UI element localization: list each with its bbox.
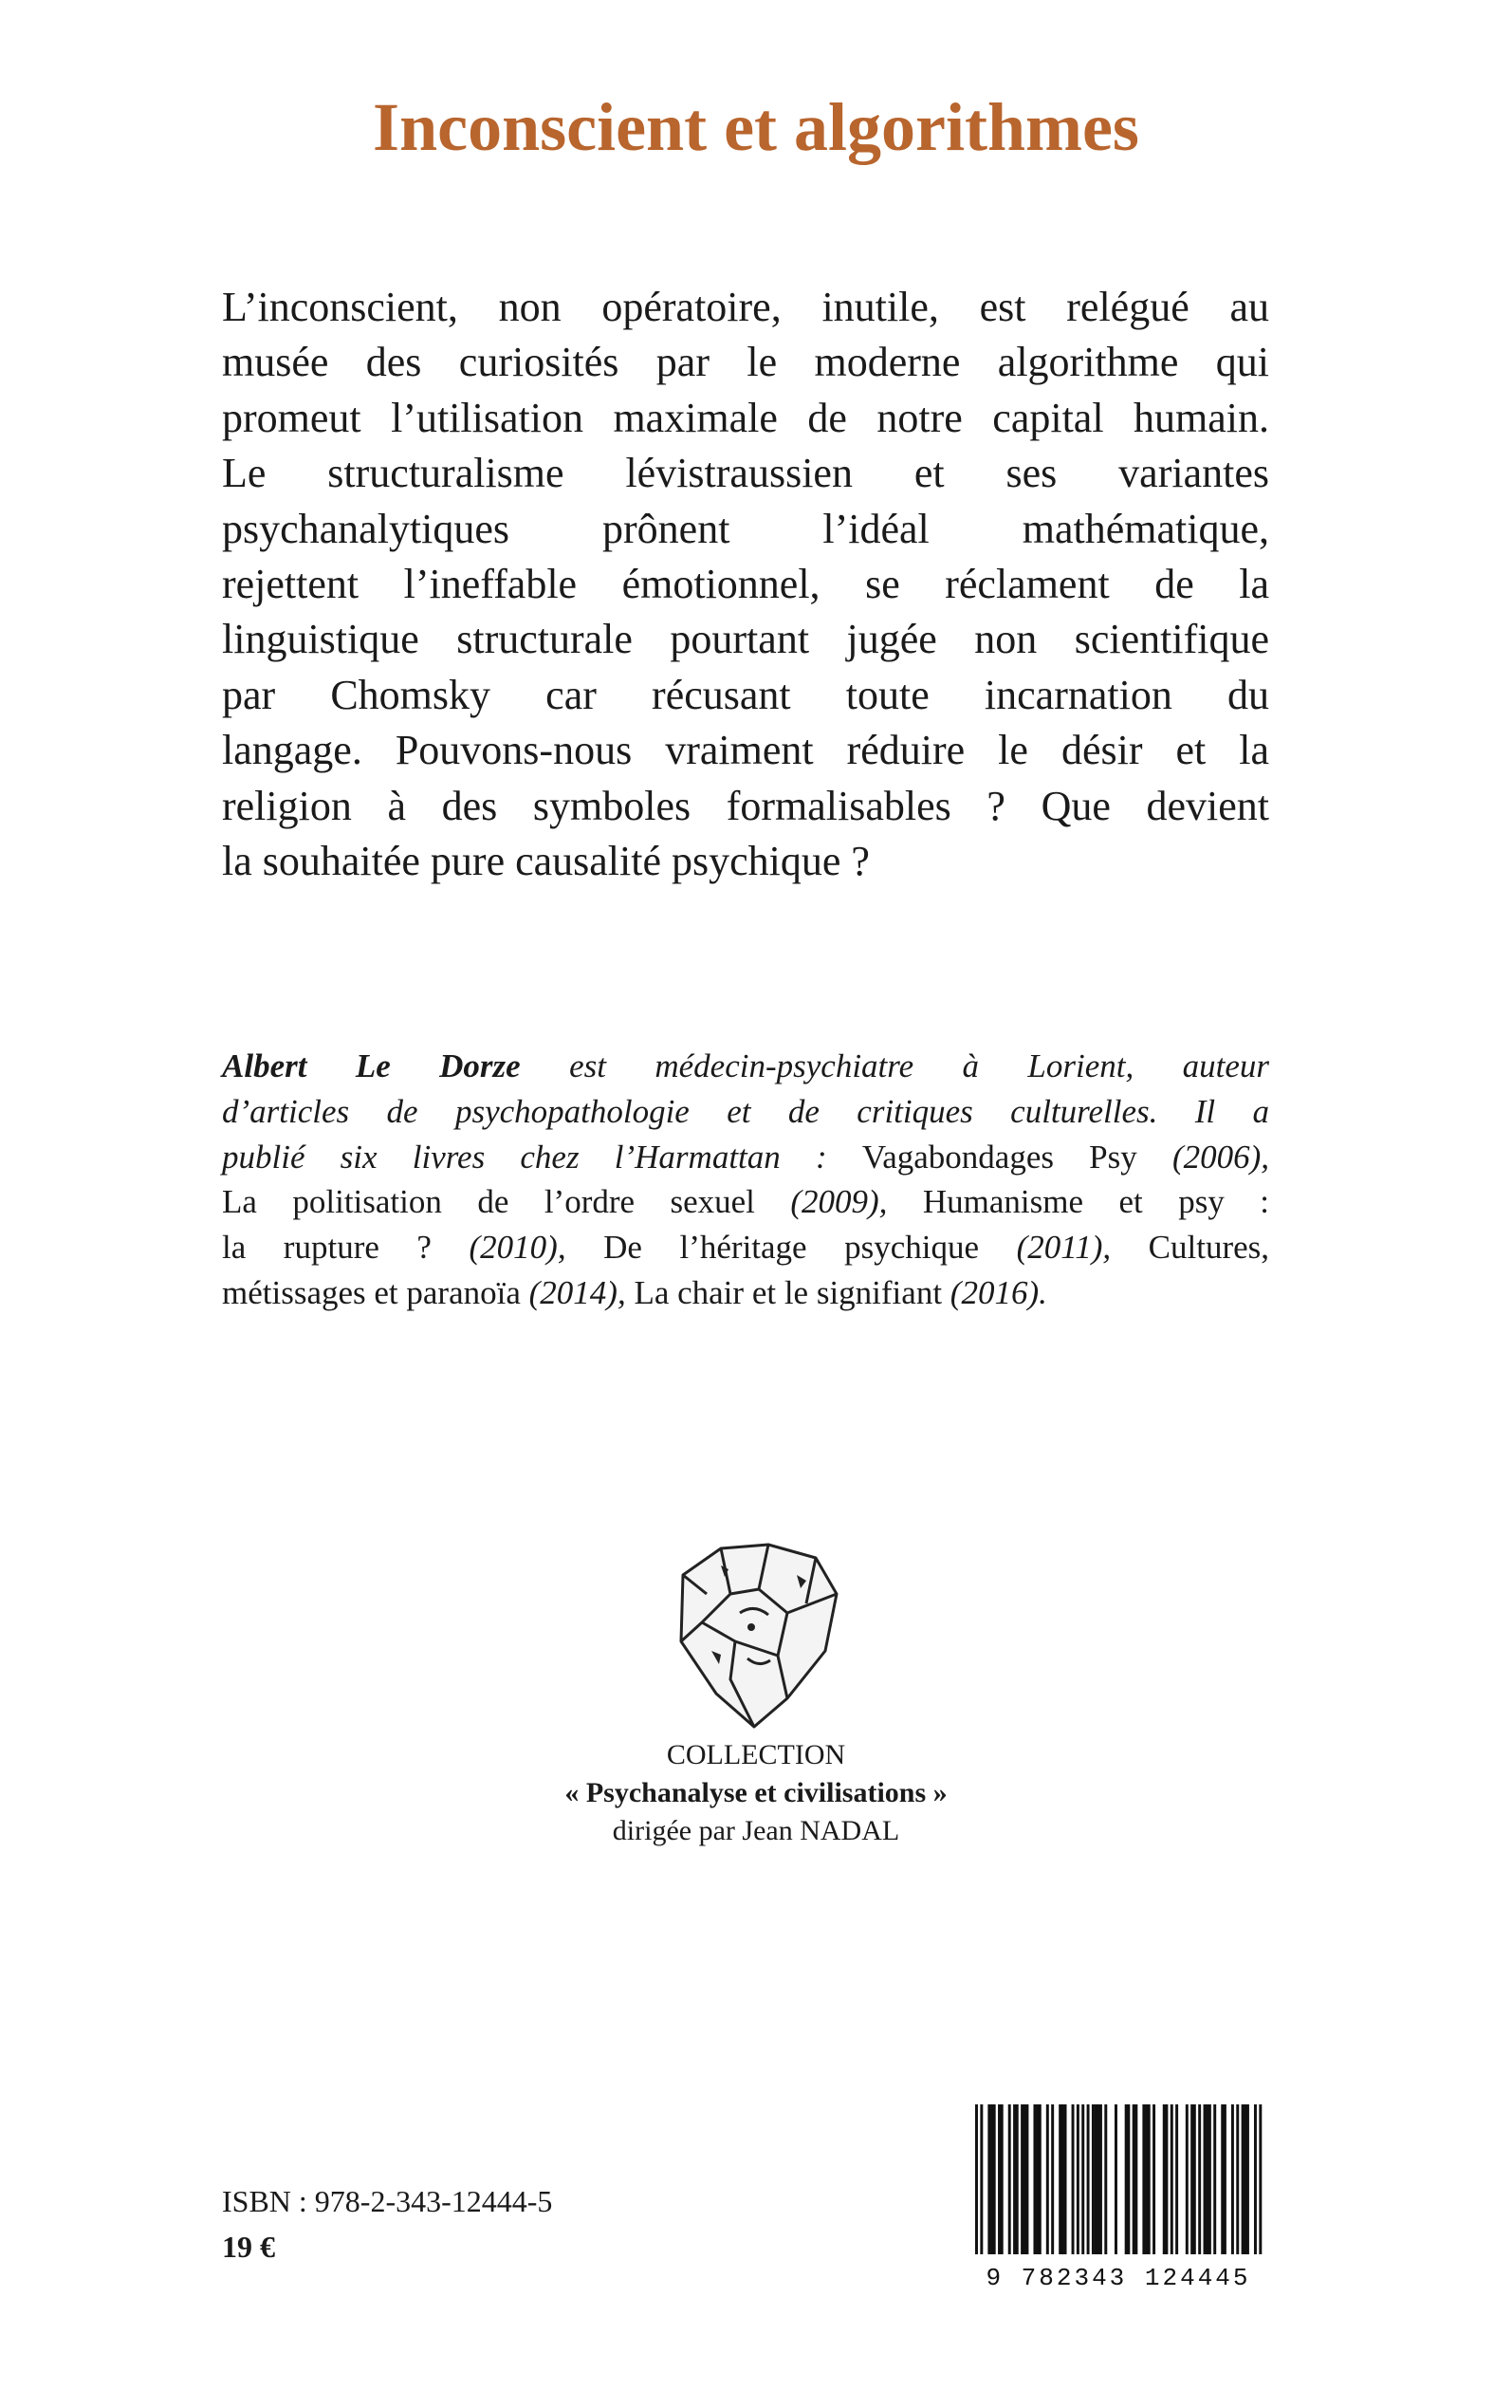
barcode-bar <box>1092 2104 1095 2254</box>
book-title-ref: La politisation de l’ordre sexuel <box>222 1183 755 1221</box>
author-name: Albert Le Dorze <box>222 1047 521 1084</box>
barcode-bar <box>1165 2104 1168 2254</box>
barcode-bar <box>1033 2104 1036 2254</box>
blurb-line: la souhaitée pure causalité psychique ? <box>222 838 870 885</box>
barcode-bar <box>1186 2104 1189 2254</box>
barcode-bar <box>1064 2104 1067 2254</box>
barcode-bar <box>1099 2104 1102 2254</box>
barcode-bar <box>1231 2104 1234 2254</box>
barcode-bar <box>1046 2104 1049 2254</box>
barcode-bar <box>1051 2104 1054 2254</box>
blurb-line: musée des curiosités par le moderne algorithme qui <box>222 339 1269 386</box>
back-cover-blurb <box>222 280 1269 889</box>
book-year: (2011), <box>979 1229 1112 1267</box>
barcode-bar <box>1236 2104 1239 2254</box>
barcode-bar <box>1036 2104 1039 2254</box>
bio-line <box>222 1270 1269 1316</box>
bio-line <box>222 1179 1269 1225</box>
barcode-bar <box>1021 2104 1023 2254</box>
barcode-bar <box>998 2104 1001 2254</box>
book-title-ref: Humanisme et psy : <box>887 1183 1269 1221</box>
barcode-bar <box>1001 2104 1004 2254</box>
barcode-bar <box>975 2104 978 2254</box>
book-year: (2009), <box>754 1183 888 1221</box>
barcode-bar <box>1008 2104 1011 2254</box>
bio-line <box>222 1225 1269 1270</box>
barcode-bar <box>1133 2104 1135 2254</box>
barcode <box>968 2104 1269 2290</box>
barcode-bar <box>1259 2104 1262 2254</box>
barcode-bar <box>1254 2104 1257 2254</box>
barcode-bar <box>1148 2104 1151 2254</box>
barcode-bar <box>1152 2104 1155 2254</box>
book-year: (2016). <box>942 1273 1047 1311</box>
barcode-bar <box>1171 2104 1173 2254</box>
barcode-bar <box>1097 2104 1099 2254</box>
barcode-bar <box>980 2104 983 2254</box>
bio-line <box>222 1135 1269 1180</box>
collection-info <box>0 1736 1512 1850</box>
barcode-bar <box>1095 2104 1097 2254</box>
book-title-ref: métissages et paranoïa <box>222 1273 521 1311</box>
barcode-bar <box>1081 2104 1084 2254</box>
blurb-line: par Chomsky car récusant toute incarnation du <box>222 671 1269 718</box>
barcode-bar <box>1244 2104 1246 2254</box>
barcode-bar <box>1163 2104 1166 2254</box>
book-title-ref: Cultures, <box>1111 1229 1269 1267</box>
blurb-line: langage. Pouvons-nous vraiment réduire le désir et la <box>222 727 1269 774</box>
barcode-bar <box>1142 2104 1145 2254</box>
barcode-bar <box>987 2104 990 2254</box>
barcode-bar <box>1190 2104 1193 2254</box>
book-year: (2010), <box>431 1229 566 1267</box>
blurb-line: rejettent l’ineffable émotionnel, se réclament de la <box>222 561 1269 608</box>
blurb-line: Le structuralisme lévistraussien et ses variantes <box>222 450 1269 497</box>
publisher-logo-icon <box>664 1537 844 1732</box>
book-title: Inconscient et algorithmes <box>373 89 1139 165</box>
barcode-bar <box>993 2104 996 2254</box>
book-title-ref: La chair et le signifiant <box>625 1273 943 1311</box>
blurb-line: L’inconscient, non opératoire, inutile, est relégué au <box>222 284 1269 330</box>
barcode-bar <box>990 2104 993 2254</box>
bio-text: publié six livres chez l’Harmattan : <box>222 1138 862 1176</box>
blurb-line: psychanalytiques prônent l’idéal mathématique, <box>222 505 1269 552</box>
barcode-bar <box>1198 2104 1201 2254</box>
bio-line: d’articles de psychopathologie et de critiques culturelles. Il a <box>222 1092 1269 1130</box>
author-bio <box>222 1044 1269 1316</box>
barcode-bar <box>1224 2104 1226 2254</box>
barcode-bar <box>1072 2104 1075 2254</box>
barcode-bar <box>1039 2104 1042 2254</box>
book-year: (2014), <box>520 1273 626 1311</box>
barcode-bar <box>1061 2104 1064 2254</box>
barcode-bar <box>1013 2104 1016 2254</box>
collection-director: dirigée par Jean NADAL <box>612 1815 900 1846</box>
collection-name: « Psychanalyse et civilisations » <box>564 1777 948 1808</box>
barcode-bar <box>1077 2104 1079 2254</box>
barcode-bar <box>1023 2104 1026 2254</box>
barcode-bar <box>1221 2104 1224 2254</box>
barcode-bar <box>1208 2104 1211 2254</box>
collection-label: COLLECTION <box>666 1739 846 1770</box>
book-title-ref: la rupture ? <box>222 1229 432 1267</box>
barcode-bar <box>1104 2104 1107 2254</box>
barcode-bar <box>1193 2104 1196 2254</box>
barcode-bar <box>1059 2104 1061 2254</box>
blurb-line: promeut l’utilisation maximale de notre capital humain. <box>222 394 1269 441</box>
blurb-line: religion à des symboles formalisables ? Que devient <box>222 782 1269 829</box>
barcode-bar <box>1242 2104 1245 2254</box>
barcode-digits: 9 782343 124445 <box>986 2264 1251 2290</box>
barcode-bar <box>1127 2104 1130 2254</box>
bio-line <box>222 1044 1269 1089</box>
barcode-bar <box>1206 2104 1208 2254</box>
barcode-bar <box>1134 2104 1137 2254</box>
book-title-ref: Vagabondages Psy <box>861 1138 1137 1176</box>
barcode-bar <box>1213 2104 1216 2254</box>
barcode-bar <box>1246 2104 1249 2254</box>
barcode-bar <box>1145 2104 1148 2254</box>
barcode-bar <box>1016 2104 1019 2254</box>
bio-text: est médecin-psychiatre à Lorient, auteur <box>520 1047 1269 1084</box>
barcode-bar <box>1025 2104 1028 2254</box>
barcode-bar <box>1115 2104 1117 2254</box>
barcode-bar <box>1175 2104 1178 2254</box>
blurb-line: linguistique structurale pourtant jugée non scientifique <box>222 616 1269 663</box>
isbn: ISBN : 978-2-343-12444-5 <box>222 2184 553 2218</box>
barcode-bar <box>1087 2104 1090 2254</box>
price: 19 € <box>222 2230 275 2264</box>
book-title-ref: De l’héritage psychique <box>565 1229 980 1267</box>
barcode-bar <box>1125 2104 1128 2254</box>
book-year: (2006), <box>1136 1138 1269 1176</box>
barcode-bar <box>1204 2104 1207 2254</box>
